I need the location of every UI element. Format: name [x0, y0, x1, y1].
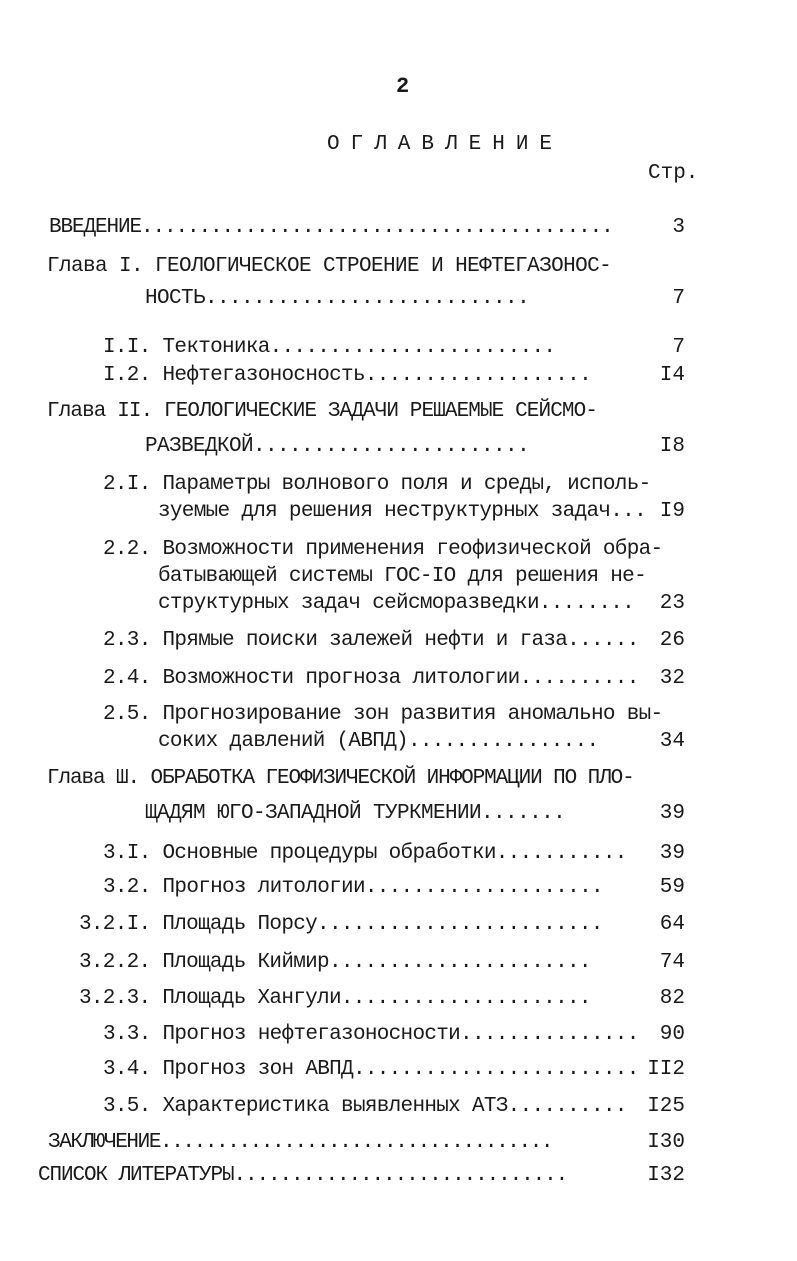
toc-entry-text: НОСТЬ........................... [145, 287, 530, 310]
toc-entry-text: соких давлений (АВПД)................ [158, 730, 599, 753]
toc-entry-text: зуемые для решения неструктурных задач... [158, 500, 646, 523]
toc-entry-text: 3.3. Прогноз нефтегазоносности............... [103, 1023, 639, 1046]
toc-entry-text: 3.2.3. Площадь Хангули..................... [79, 987, 591, 1010]
toc-entry-page: 23 [659, 592, 685, 615]
toc-entry-page: 39 [659, 802, 685, 825]
toc-entry-text: 3.I. Основные процедуры обработки........... [103, 842, 627, 865]
toc-entry-page: 7 [672, 287, 685, 310]
toc-entry-page: I8 [659, 435, 685, 458]
toc-entry-text: 2.4. Возможности прогноза литологии.......... [103, 667, 639, 690]
toc-entry-page: 34 [659, 730, 685, 753]
toc-entry-text: 3.2. Прогноз литологии.................... [103, 876, 603, 899]
toc-entry-page: 32 [659, 667, 685, 690]
toc-entry-text: 2.3. Прямые поиски залежей нефти и газа...... [103, 629, 639, 652]
toc-entry-text: 2.2. Возможности применения геофизической обра- [103, 538, 663, 561]
toc-entry-text: 3.4. Прогноз зон АВПД........................ [103, 1058, 639, 1081]
toc-entry-page: 7 [672, 336, 685, 359]
toc-title: ОГЛАВЛЕНИЕ [327, 133, 564, 156]
toc-entry-page: 90 [659, 1023, 685, 1046]
toc-entry-text: 2.I. Параметры волнового поля и среды, исполь- [103, 473, 651, 496]
toc-entry-text: РАЗВЕДКОЙ....................... [145, 435, 530, 458]
toc-entry-page: I30 [647, 1131, 685, 1154]
page-column-header: Стр. [648, 162, 699, 185]
toc-entry-page: I32 [647, 1164, 685, 1187]
toc-entry-text: структурных задач сейсморазведки........ [158, 592, 635, 615]
toc-entry-text: Глава II. ГЕОЛОГИЧЕСКИЕ ЗАДАЧИ РЕШАЕМЫЕ СЕЙСМО- [47, 400, 597, 423]
toc-entry-page: I25 [647, 1095, 685, 1118]
toc-entry-text: батывающей системы ГОС-IO для решения не- [158, 565, 646, 588]
toc-entry-text: I.2. Нефтегазоносность................... [103, 364, 591, 387]
toc-entry-text: 3.2.2. Площадь Киймир...................... [79, 951, 591, 974]
toc-entry-page: 59 [659, 876, 685, 899]
toc-entry-page: 3 [672, 216, 685, 239]
toc-entry-text: 3.2.I. Площадь Порсу........................ [79, 913, 603, 936]
toc-entry-text: Глава I. ГЕОЛОГИЧЕСКОЕ СТРОЕНИЕ И НЕФТЕГАЗОНОС- [47, 255, 612, 278]
page-number: 2 [396, 74, 410, 99]
toc-entry-text: I.I. Тектоника........................ [103, 336, 556, 359]
toc-entry-page: 26 [659, 629, 685, 652]
toc-entry-page: 39 [659, 842, 685, 865]
toc-entry-text: 2.5. Прогнозирование зон развития аномально вы- [103, 703, 663, 726]
toc-entry-text: ЩАДЯМ ЮГО-ЗАПАДНОЙ ТУРКМЕНИИ....... [145, 802, 566, 825]
toc-entry-page: 74 [659, 951, 685, 974]
toc-entry-page: I4 [659, 364, 685, 387]
toc-entry-text: 3.5. Характеристика выявленных АТЗ.......... [103, 1095, 627, 1118]
toc-entry-page: 82 [659, 987, 685, 1010]
toc-entry-text: ЗАКЛЮЧЕНИЕ................................... [48, 1131, 553, 1154]
toc-entry-text: Глава Ш. ОБРАБОТКА ГЕОФИЗИЧЕСКОЙ ИНФОРМАЦИИ ПО ПЛО- [47, 767, 634, 790]
toc-entry-page: I9 [659, 500, 685, 523]
toc-entry-page: 64 [659, 913, 685, 936]
toc-entry-page: II2 [647, 1058, 685, 1081]
toc-entry-text: СПИСОК ЛИТЕРАТУРЫ............................. [38, 1164, 568, 1187]
toc-entry-text: ВВЕДЕНИЕ......................................... [49, 216, 613, 239]
